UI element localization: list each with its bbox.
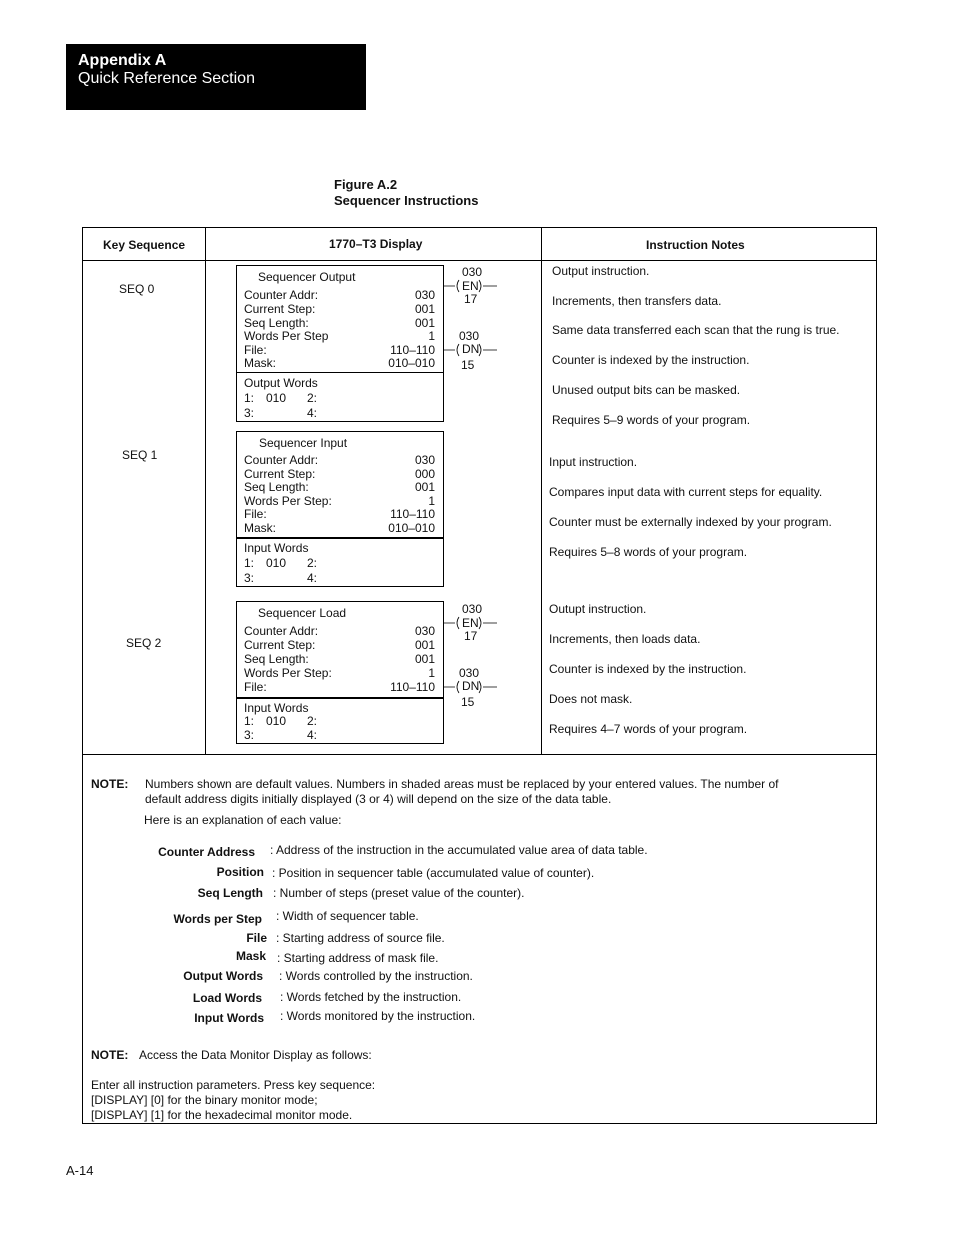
seq0-title: Sequencer Output	[258, 270, 356, 284]
legend-term: Seq Length	[197, 886, 263, 900]
seq2-display-box	[236, 601, 444, 699]
row-value: 030	[414, 453, 435, 467]
legend-term: Input Words	[194, 1011, 264, 1025]
key-seq1: SEQ 1	[122, 448, 158, 462]
seq0-row	[244, 343, 435, 357]
legend-def: : Address of the instruction in the accumulated value area of data table.	[270, 843, 648, 857]
row-value: 110–110	[390, 680, 435, 694]
seq0-en-bit: 17	[464, 292, 478, 306]
note1-label: NOTE:	[91, 777, 129, 791]
row-label: File:	[244, 507, 267, 521]
key-seq0: SEQ 0	[119, 282, 155, 296]
row-label: File:	[244, 343, 267, 357]
row-label: Counter Addr:	[244, 624, 319, 638]
seq2-words-title: Input Words	[244, 701, 309, 715]
row-label: Words Per Step:	[244, 666, 332, 680]
header-divider	[83, 260, 876, 261]
seq1-row	[244, 480, 435, 494]
seq0-word-4-label: 4:	[307, 406, 318, 420]
note2-label: NOTE:	[91, 1048, 129, 1062]
figure-number: Figure A.2	[334, 177, 398, 192]
key-seq2: SEQ 2	[126, 636, 162, 650]
row-value: 001	[414, 638, 435, 652]
row-value: 110–110	[390, 343, 435, 357]
seq2-note: Increments, then loads data.	[549, 632, 701, 646]
seq2-row	[244, 624, 435, 638]
col-divider-1	[205, 228, 206, 754]
seq2-row	[244, 652, 435, 666]
seq0-words-box	[236, 372, 444, 422]
row-value: 001	[414, 480, 435, 494]
seq0-row	[244, 356, 435, 370]
seq2-note: Counter is indexed by the instruction.	[549, 662, 747, 676]
seq2-word-3-label: 3:	[244, 728, 255, 742]
seq0-word-2-label: 2:	[307, 391, 318, 405]
seq2-dn-addr: 030	[459, 666, 480, 680]
row-value: 000	[414, 467, 435, 481]
seq2-words-box	[236, 697, 444, 744]
seq1-display-box	[236, 431, 444, 539]
seq1-note: Input instruction.	[549, 455, 638, 469]
seq0-note: Unused output bits can be masked.	[552, 383, 741, 397]
seq2-en-addr: 030	[462, 602, 483, 616]
seq2-note: Does not mask.	[549, 692, 633, 706]
seq2-word-1-label: 1:	[244, 714, 255, 728]
row-value: 010–010	[388, 356, 435, 370]
legend-term: Mask	[235, 949, 266, 963]
seq0-note: Increments, then transfers data.	[552, 294, 722, 308]
seq2-note: Outupt instruction.	[549, 602, 647, 616]
row-value: 001	[414, 652, 435, 666]
seq0-display-box	[236, 265, 444, 373]
row-label: Current Step:	[244, 467, 316, 481]
seq2-row	[244, 638, 435, 652]
legend-def: : Words monitored by the instruction.	[280, 1009, 476, 1023]
seq1-row	[244, 521, 435, 535]
page-number: A-14	[66, 1163, 94, 1178]
seq2-en-bit: 17	[464, 629, 478, 643]
row-value: 1	[428, 666, 435, 680]
row-label: Words Per Step:	[244, 494, 332, 508]
row-label: Current Step:	[244, 638, 316, 652]
seq1-row	[244, 507, 435, 521]
row-label: Seq Length:	[244, 652, 309, 666]
seq1-note: Requires 5–8 words of your program.	[549, 545, 748, 559]
seq2-coil-symbols	[443, 615, 503, 695]
seq0-row	[244, 302, 435, 316]
seq0-dn-label: DN	[462, 342, 480, 356]
rows-divider	[83, 754, 876, 755]
seq0-en-label: EN	[462, 279, 479, 293]
seq1-word-1-label: 1:	[244, 556, 255, 570]
seq0-row	[244, 329, 435, 343]
legend-term: Position	[216, 865, 264, 879]
row-label: Counter Addr:	[244, 288, 319, 302]
section-title: Quick Reference Section	[78, 70, 255, 87]
row-value: 1	[428, 494, 435, 508]
seq1-word-1-value: 010	[266, 556, 287, 570]
note2-line4: [DISPLAY] [1] for the hexadecimal monitor mode.	[91, 1108, 353, 1122]
appendix-title: Appendix A	[78, 52, 167, 69]
seq1-word-3-label: 3:	[244, 571, 255, 585]
seq1-word-2-label: 2:	[307, 556, 318, 570]
seq0-coil-symbols	[443, 278, 503, 358]
note1-line1: Numbers shown are default values. Numbers in shaded areas must be replaced by your entered values. The number of	[145, 777, 779, 791]
legend-def: : Number of steps (preset value of the counter).	[273, 886, 525, 900]
legend-def: : Position in sequencer table (accumulated value of counter).	[272, 866, 595, 880]
seq1-note: Compares input data with current steps for equality.	[549, 485, 823, 499]
col-display: 1770–T3 Display	[329, 237, 423, 251]
legend-def: : Words controlled by the instruction.	[279, 969, 473, 983]
seq0-dn-bit: 15	[461, 358, 475, 372]
legend-def: : Starting address of source file.	[276, 931, 445, 945]
seq0-note: Counter is indexed by the instruction.	[552, 353, 750, 367]
note1-line2: default address digits initially displayed (3 or 4) will depend on the size of the data table.	[145, 792, 612, 806]
row-label: Counter Addr:	[244, 453, 319, 467]
note2-line3: [DISPLAY] [0] for the binary monitor mode;	[91, 1093, 318, 1107]
seq0-note: Requires 5–9 words of your program.	[552, 413, 751, 427]
row-value: 1	[428, 329, 435, 343]
seq2-en-label: EN	[462, 616, 479, 630]
seq1-row	[244, 494, 435, 508]
legend-def: : Words fetched by the instruction.	[280, 990, 462, 1004]
row-value: 001	[414, 302, 435, 316]
row-label: Seq Length:	[244, 316, 309, 330]
legend-def: : Starting address of mask file.	[277, 951, 439, 965]
row-value: 110–110	[390, 507, 435, 521]
seq1-words-title: Input Words	[244, 541, 309, 555]
seq0-word-3-label: 3:	[244, 406, 255, 420]
seq2-note: Requires 4–7 words of your program.	[549, 722, 748, 736]
figure-title: Sequencer Instructions	[334, 193, 479, 208]
seq0-en-addr: 030	[462, 265, 483, 279]
seq1-word-4-label: 4:	[307, 571, 318, 585]
row-label: Words Per Step	[244, 329, 329, 343]
seq2-dn-label: DN	[462, 679, 480, 693]
figure-caption	[334, 177, 478, 209]
legend-term: Output Words	[183, 969, 263, 983]
seq1-row	[244, 467, 435, 481]
seq2-row	[244, 680, 435, 694]
legend-def: : Width of sequencer table.	[276, 909, 419, 923]
row-label: Mask:	[244, 521, 277, 535]
col-key-sequence: Key Sequence	[103, 238, 186, 252]
seq1-row	[244, 453, 435, 467]
seq0-dn-addr: 030	[459, 329, 480, 343]
seq1-words-box	[236, 537, 444, 587]
seq0-note: Same data transferred each scan that the rung is true.	[552, 323, 840, 337]
row-value: 010–010	[388, 521, 435, 535]
seq0-row	[244, 316, 435, 330]
row-label: Mask:	[244, 356, 277, 370]
seq2-word-2-label: 2:	[307, 714, 318, 728]
seq0-word-1-value: 010	[266, 391, 287, 405]
row-value: 030	[414, 288, 435, 302]
seq2-dn-bit: 15	[461, 695, 475, 709]
col-notes: Instruction Notes	[646, 238, 745, 252]
seq2-row	[244, 666, 435, 680]
seq1-title: Sequencer Input	[259, 436, 348, 450]
note2-line2: Enter all instruction parameters. Press key sequence:	[91, 1078, 376, 1092]
seq1-note: Counter must be externally indexed by your program.	[549, 515, 832, 529]
row-label: Seq Length:	[244, 480, 309, 494]
row-label: Current Step:	[244, 302, 316, 316]
row-label: File:	[244, 680, 267, 694]
seq2-title: Sequencer Load	[258, 606, 347, 620]
legend-term: File	[246, 931, 267, 945]
row-value: 030	[414, 624, 435, 638]
legend-term: Load Words	[192, 991, 262, 1005]
section-header	[66, 44, 366, 110]
note2-line1: Access the Data Monitor Display as follows:	[139, 1048, 372, 1062]
seq0-note: Output instruction.	[552, 264, 650, 278]
reference-table	[82, 227, 877, 1124]
note1-line3: Here is an explanation of each value:	[144, 813, 342, 827]
seq2-word-4-label: 4:	[307, 728, 318, 742]
seq0-row	[244, 288, 435, 302]
legend-term: Words per Step	[173, 912, 262, 926]
seq0-words-title: Output Words	[244, 376, 318, 390]
legend-term: Counter Address	[158, 845, 255, 859]
row-value: 001	[414, 316, 435, 330]
seq2-word-1-value: 010	[266, 714, 287, 728]
col-divider-2	[541, 228, 542, 754]
seq0-word-1-label: 1:	[244, 391, 255, 405]
